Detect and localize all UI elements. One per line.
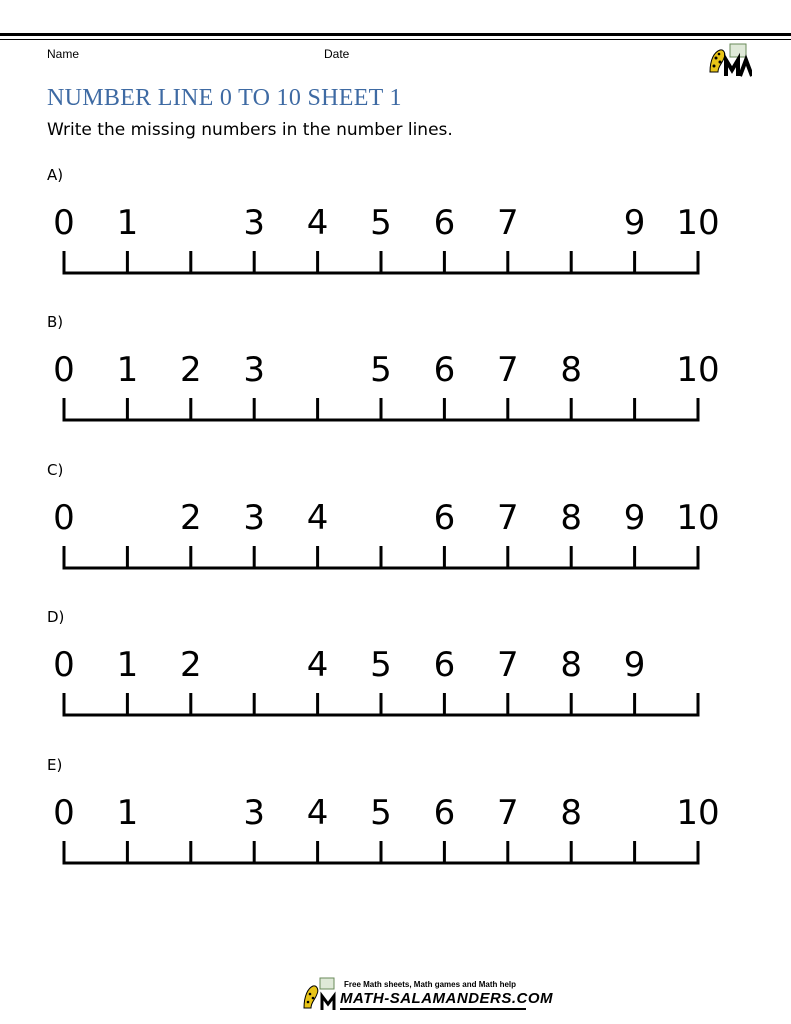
number-label: 1 [116, 645, 139, 685]
number-label: 1 [116, 203, 139, 243]
section-label: D) [47, 608, 65, 626]
number-label: 9 [623, 203, 646, 243]
number-label: 10 [676, 203, 720, 243]
number-line [0, 248, 791, 278]
footer-site-link[interactable]: MATH-SALAMANDERS.COM [340, 990, 554, 1007]
number-label: 9 [623, 498, 646, 538]
number-label: 8 [560, 793, 582, 833]
number-line [0, 838, 791, 868]
number-row [0, 200, 791, 246]
name-label: Name [47, 47, 80, 61]
footer-tagline: Free Math sheets, Math games and Math help [344, 980, 517, 989]
number-label: 5 [370, 645, 392, 685]
number-line-section [0, 756, 791, 896]
number-label: 4 [306, 203, 329, 243]
number-line [0, 395, 791, 425]
number-label: 6 [433, 645, 456, 685]
number-label: 5 [370, 793, 392, 833]
header-rule-thin [0, 39, 791, 40]
number-label: 0 [53, 793, 75, 833]
number-label: 3 [243, 793, 265, 833]
math-salamanders-logo-icon [704, 42, 752, 78]
number-line [0, 543, 791, 573]
number-line-section [0, 461, 791, 601]
number-label: 0 [53, 203, 75, 243]
number-label: 4 [306, 498, 329, 538]
section-label: E) [47, 756, 63, 774]
number-label: 8 [560, 645, 582, 685]
number-label: 7 [496, 350, 519, 390]
number-label: 8 [560, 498, 582, 538]
salamander-footer-icon [300, 976, 340, 1012]
number-row [0, 790, 791, 836]
number-line-section [0, 313, 791, 453]
number-label: 5 [370, 203, 392, 243]
number-row [0, 495, 791, 541]
number-line-section [0, 166, 791, 306]
number-label: 7 [496, 203, 519, 243]
footer-underline [340, 1008, 526, 1010]
section-label: A) [47, 166, 64, 184]
number-label: 6 [433, 203, 456, 243]
number-label: 1 [116, 350, 139, 390]
number-label: 6 [433, 793, 456, 833]
number-label: 7 [496, 498, 519, 538]
number-row [0, 347, 791, 393]
number-label: 2 [179, 350, 202, 390]
number-label: 1 [116, 793, 139, 833]
number-label: 0 [53, 498, 75, 538]
number-label: 10 [676, 498, 720, 538]
number-label: 5 [370, 350, 392, 390]
header-rule-thick [0, 33, 791, 36]
section-label: B) [47, 313, 64, 331]
number-label: 4 [306, 793, 329, 833]
number-label: 2 [179, 645, 202, 685]
number-label: 3 [243, 203, 265, 243]
number-label: 8 [560, 350, 582, 390]
number-label: 9 [623, 645, 646, 685]
date-label: Date [324, 47, 350, 61]
number-label: 0 [53, 645, 75, 685]
number-label: 7 [496, 645, 519, 685]
instructions: Write the missing numbers in the number lines. [47, 120, 453, 140]
number-label: 3 [243, 350, 265, 390]
number-label: 10 [676, 793, 720, 833]
number-label: 0 [53, 350, 75, 390]
number-label: 6 [433, 350, 456, 390]
number-label: 7 [496, 793, 519, 833]
number-label: 6 [433, 498, 456, 538]
number-line [0, 690, 791, 720]
page-title: NUMBER LINE 0 TO 10 SHEET 1 [47, 85, 402, 111]
number-label: 2 [179, 498, 202, 538]
number-label: 4 [306, 645, 329, 685]
number-row [0, 642, 791, 688]
section-label: C) [47, 461, 64, 479]
number-label: 3 [243, 498, 265, 538]
number-label: 10 [676, 350, 720, 390]
number-line-section [0, 608, 791, 748]
